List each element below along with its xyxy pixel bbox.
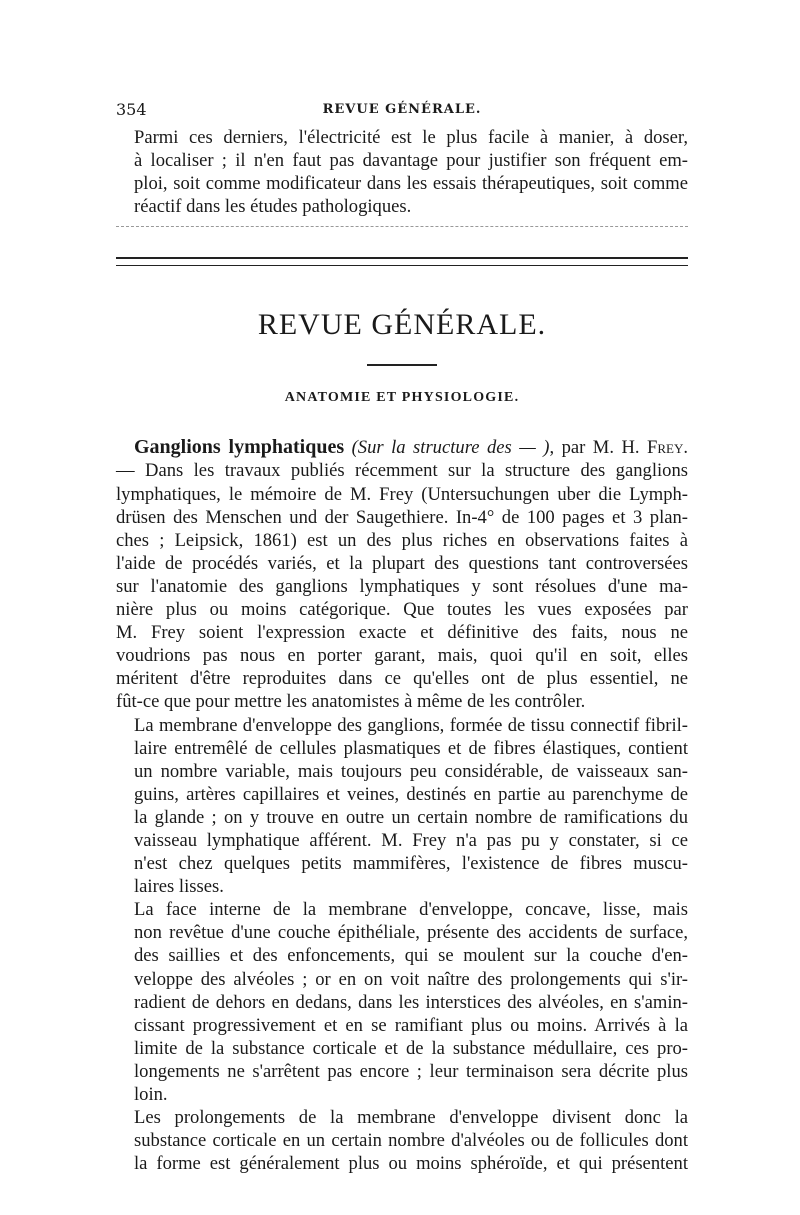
article-subtitle: (Sur la structure des — ) (351, 437, 550, 459)
paragraph-1 (116, 459, 688, 713)
page-header (116, 100, 688, 126)
text-line: guins, artères capillaires et veines, destinés en partie au parenchyme de (134, 783, 688, 805)
dotted-separator (116, 226, 688, 229)
text-line: la glande ; on y trouve en outre un certain nombre de ramifications du (134, 806, 688, 828)
text-line: n'est chez quelques petits mammifères, l'existence de fibres muscu- (134, 853, 688, 875)
text-line: un nombre variable, mais toujours peu considérable, de vaisseaux san- (134, 760, 688, 782)
paragraph-3 (116, 898, 688, 1106)
text-line: laires lisses. (134, 876, 224, 898)
text-line: lymphatiques, le mémoire de M. Frey (Untersuchungen uber die Lymph- (116, 483, 688, 505)
text-line: loin. (134, 1084, 168, 1105)
text-line: vaisseau lymphatique afférent. M. Frey n'a pas pu y constater, si ce (134, 829, 688, 851)
text-line: des saillies et des enfoncements, qui se moulent sur la couche d'en- (134, 945, 688, 967)
heading-end: . (683, 437, 688, 459)
text-line: ches ; Leipsick, 1861) est un des plus riches en observations faites à (116, 529, 688, 551)
text-line: veloppe des alvéoles ; or en on voit naître des prolongements qui s'ir- (134, 968, 688, 990)
text-line: laire entremêlé de cellules plasmatiques et de fibres élastiques, contient (134, 737, 688, 759)
text-line: ploi, soit comme modificateur dans les essais thérapeutiques, soit comme (134, 173, 688, 195)
short-rule (367, 364, 437, 366)
text-line: Parmi ces derniers, l'électricité est le plus facile à manier, à doser, (134, 127, 688, 148)
text-line: la forme est généralement plus ou moins sphéroïde, et qui présentent (134, 1153, 688, 1175)
section-subtitle: ANATOMIE ET PHYSIOLOGIE. (284, 390, 520, 406)
double-rule (116, 257, 688, 266)
page (116, 100, 688, 1175)
text-line: radient de dehors en dedans, dans les interstices des alvéoles, en s'amin- (134, 991, 688, 1013)
article-body (116, 436, 688, 1175)
text-line: non revêtue d'une couche épithéliale, présente des accidents de surface, (134, 922, 688, 944)
article-title: Ganglions lymphatiques (134, 436, 345, 459)
text-line: réactif dans les études pathologiques. (134, 196, 412, 218)
text-line: — Dans les travaux publiés récemment sur la structure des ganglions (116, 460, 688, 482)
text-line: Les prolongements de la membrane d'enveloppe divisent donc la (134, 1107, 688, 1129)
text-line: cissant progressivement et en se ramifiant plus ou moins. Arrivés à la (134, 1014, 688, 1036)
text-line: l'aide de procédés variés, et la plupart des questions tant controversées (116, 552, 688, 574)
text-line: méritent d'être reproduites dans ce qu'elles ont de plus essentiel, ne (116, 668, 688, 690)
text-line: fût-ce que pour mettre les anatomistes à même de les contrôler. (116, 691, 586, 713)
text-line: La face interne de la membrane d'enveloppe, concave, lisse, mais (134, 899, 688, 921)
text-line: nière plus ou moins catégorique. Que toutes les vues exposées par (116, 599, 688, 621)
heading-line (116, 436, 688, 459)
paragraph-2 (116, 714, 688, 899)
text-line: substance corticale en un certain nombre d'alvéoles ou de follicules dont (134, 1130, 688, 1152)
article-heading (116, 436, 688, 459)
text-line: voudrions pas nous en porter garant, mais, quoi qu'il en soit, elles (116, 645, 688, 667)
text-line: La membrane d'enveloppe des ganglions, formée de tissu connectif fibril- (134, 714, 688, 736)
author-name: Frey (647, 437, 684, 459)
page-number: 354 (116, 100, 147, 119)
text-line: à localiser ; il n'en faut pas davantage pour justifier son fréquent em- (134, 150, 688, 172)
section-main-title: REVUE GÉNÉRALE. (257, 308, 547, 342)
text-line: sur l'anatomie des ganglions lymphatiques y sont résolues d'une ma- (116, 575, 688, 597)
text-line: limite de la substance corticale et de la substance médullaire, ces pro- (134, 1037, 688, 1059)
intro-paragraph (116, 126, 688, 218)
text-line: M. Frey soient l'expression exacte et définitive des faits, nous ne (116, 622, 688, 644)
author-prefix: , par M. H. (549, 437, 647, 459)
text-line: longements ne s'arrêtent pas encore ; leur terminaison sera décrite plus (134, 1060, 688, 1082)
running-title: REVUE GÉNÉRALE. (322, 102, 482, 117)
text-line: drüsen des Menschen und der Saugethiere. In-4° de 100 pages et 3 plan- (116, 506, 688, 528)
paragraph-4 (116, 1106, 688, 1175)
